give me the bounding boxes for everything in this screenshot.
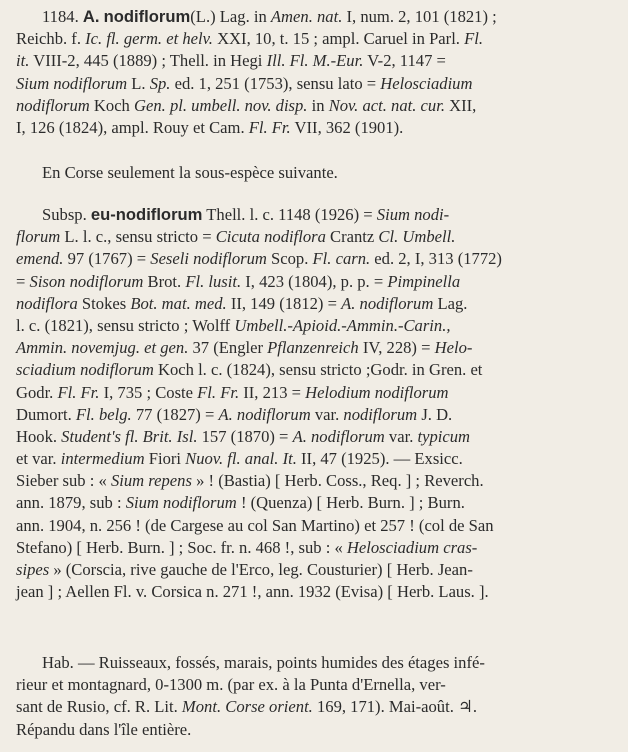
text-run: jean ] ; Aellen Fl. v. Corsica n. 271 !, ann. 1932 (Evisa) [ Herb. Laus. ]. [16,582,489,602]
text-run: Fiori [144,449,186,469]
text-run: 37 (Engler [188,338,268,358]
text-run: Lag. [433,293,468,313]
subsp-line-14 [0,515,628,537]
italic-run: Seseli nodiflorum [150,249,267,269]
text-run: 97 (1767) = [63,249,151,269]
text-run: Scop. [266,249,313,269]
text-run: L. l. c., sensu stricto = [60,227,216,247]
entry-line-4 [0,95,628,117]
subsp-line-6 [0,337,628,359]
text-run: Dumort. [16,404,76,424]
text-run: 157 (1870) = [197,426,293,446]
italic-run: Mont. Corse orient. [181,697,313,717]
text-run: Hab. — Ruisseaux, fossés, marais, points humides des étages infé- [42,653,485,672]
text-run: . [472,697,478,717]
subsp-name: eu-nodiflorum [90,205,203,224]
text-run: Stefano) [ Herb. Burn. ] ; Soc. fr. n. 468 !, sub : « [16,537,347,557]
text-run: II, 213 = [239,382,306,402]
italic-run: Umbell.-Apioid.-Ammin.-Carin., [234,315,451,335]
text-run: II, 149 (1812) = [226,293,342,313]
italic-run: nodiflorum [16,95,90,115]
habitat-line-3 [0,719,628,741]
subsp-line-16 [0,559,628,581]
text-run: Sieber sub : « [16,471,111,491]
italic-run: Bot. mat. med. [130,293,227,313]
italic-run: typicum [417,426,471,446]
text-run: Crantz [325,227,379,247]
text-run: XII, [444,95,477,115]
italic-run: Fl. Fr. [248,117,291,137]
text-run: ed. 2, I, 313 (1772) [370,249,502,269]
genus-letter: A. [82,7,100,26]
text-run: » (Corscia, rive gauche de l'Erco, leg. Cousturier) [ Herb. Jean- [49,560,473,579]
subsp-line-10 [0,426,628,448]
italic-run: Sison nodiflorum [29,271,144,291]
italic-run: Fl. Fr. [197,382,240,402]
subsp-line-4 [0,293,628,315]
text-run: ann. 1904, n. 256 ! (de Cargese au col San Martino) et 257 ! (col de San [16,515,494,535]
subsp-line-12 [0,470,628,492]
text-run: VII, 362 (1901). [290,117,404,137]
italic-run: Sium repens [110,471,192,491]
text-run: J. D. [417,404,453,424]
species-epithet: nodiflorum [103,7,191,26]
habitat-line-0 [0,652,628,674]
italic-run: Fl. [464,29,484,49]
text-run: rieur et montagnard, 0-1300 m. (par ex. à la Punta d'Ernella, ver- [16,675,446,695]
italic-run: Nov. act. nat. cur. [328,95,445,115]
italic-run: Ic. fl. germ. et helv. [85,29,213,49]
entry-line-5 [0,117,628,139]
text-run: L. [127,73,150,93]
subsp-line-0 [202,205,449,224]
text-run: var. [384,426,418,446]
subsp-line-13 [0,492,628,514]
text-run: Brot. [143,271,186,291]
italic-run: Helo- [434,338,473,358]
italic-run: Cl. Umbell. [378,227,456,247]
text-line [0,204,628,226]
text-run: Hook. [16,426,62,446]
italic-run: Gen. pl. umbell. nov. disp. [134,95,308,115]
text-run: IV, 228) = [358,338,435,358]
text-run: » ! (Bastia) [ Herb. Coss., Req. ] ; Reverch. [191,471,484,491]
corse-note: En Corse seulement la sous-espèce suivante. [42,163,338,182]
species-entry [0,6,628,139]
italic-run: nodiflorum [343,404,418,424]
text-run: VIII-2, 445 (1889) ; Thell. in Hegi [29,51,267,71]
italic-run: A. nodiflorum [292,426,385,446]
italic-run: Helosciadium cras- [346,537,478,557]
subsp-line-2 [0,248,628,270]
subsp-line-8 [0,382,628,404]
subspecies-section [0,204,628,603]
subsp-line-5 [0,315,628,337]
subsp-line-15 [0,537,628,559]
text-run: 77 (1827) = [131,404,219,424]
italic-run: Pflanzenreich [267,338,359,358]
italic-run: Sium nodiflorum [125,493,237,513]
text-run: Stokes [77,293,131,313]
italic-run: Cicuta nodiflora [215,227,326,247]
subsp-label: Subsp. [42,205,87,224]
italic-run: sciadium nodiflorum [16,360,154,380]
italic-run: nodiflora [16,293,78,313]
subsp-line-1 [0,226,628,248]
italic-run: Fl. lusit. [185,271,242,291]
text-run: = [16,271,30,291]
italic-run: it. [16,51,30,71]
text-run: Godr. [16,382,58,402]
text-run: Répandu dans l'île entière. [16,719,192,739]
italic-run: A. nodiflorum [341,293,434,313]
italic-run: A. nodiflorum [218,404,311,424]
italic-run: florum [16,227,61,247]
italic-run: Fl. carn. [312,249,371,269]
italic-run: Ammin. novemjug. et gen. [16,338,189,358]
text-run: (L.) Lag. in [190,7,271,26]
text-line [0,6,628,28]
text-run: in [307,95,329,115]
text-run: sant de Rusio, cf. R. Lit. [16,697,182,717]
italic-run: Pimpinella [387,271,461,291]
text-run: l. c. (1821), sensu stricto ; Wolff [16,315,235,335]
italic-run: Helosciadium [380,73,473,93]
italic-run: Ill. Fl. M.-Eur. [266,51,364,71]
entry-number: 1184. [42,7,79,26]
subsp-line-9 [0,404,628,426]
text-run: var. [310,404,344,424]
italic-run: Student's fl. Brit. Isl. [61,426,198,446]
italic-run: Helodium nodiflorum [305,382,449,402]
text-run: Thell. l. c. 1148 (1926) = [202,205,377,224]
subsp-line-11 [0,448,628,470]
entry-line-0 [190,7,496,26]
text-run: ed. 1, 251 (1753), sensu lato = [170,73,381,93]
text-run: Koch l. c. (1824), sensu stricto ;Godr. in Gren. et [153,360,483,380]
habitat-line-1 [0,674,628,696]
text-run: Koch [89,95,135,115]
italic-run: Sium nodiflorum [16,73,128,93]
subsp-line-3 [0,271,628,293]
italic-run: Fl. Fr. [57,382,100,402]
text-run: ann. 1879, sub : [16,493,126,513]
corse-note-paragraph [0,162,628,184]
italic-run: sipes [16,560,50,579]
text-run: V-2, 1147 = [363,51,446,71]
text-run: XXI, 10, t. 15 ; ampl. Caruel in Parl. [212,29,465,49]
text-run: Reichb. f. [16,29,86,49]
habitat-line-2 [0,696,628,718]
italic-run: Sp. [149,73,171,93]
habitat-section [0,652,628,741]
entry-line-1 [0,28,628,50]
italic-run: intermedium [60,449,145,469]
text-run: ♃ [458,697,473,717]
text-run: I, 126 (1824), ampl. Rouy et Cam. [16,117,249,137]
text-run: ! (Quenza) [ Herb. Burn. ] ; Burn. [236,493,465,513]
entry-line-2 [0,50,628,72]
text-run: et var. [16,449,61,469]
italic-run: Fl. belg. [75,404,132,424]
italic-run: Nuov. fl. anal. It. [185,449,297,469]
text-run: I, 423 (1804), p. p. = [241,271,388,291]
italic-run: Amen. nat. [270,7,343,26]
subsp-line-7 [0,359,628,381]
entry-line-3 [0,73,628,95]
text-run: II, 47 (1925). — Exsicc. [296,449,463,469]
text-run: I, num. 2, 101 (1821) ; [342,7,497,26]
italic-run: emend. [16,249,64,269]
text-run: 169, 171). Mai-août. [312,697,458,717]
text-run: I, 735 ; Coste [99,382,198,402]
subsp-line-17 [0,581,628,603]
italic-run: Sium nodi- [376,205,450,224]
